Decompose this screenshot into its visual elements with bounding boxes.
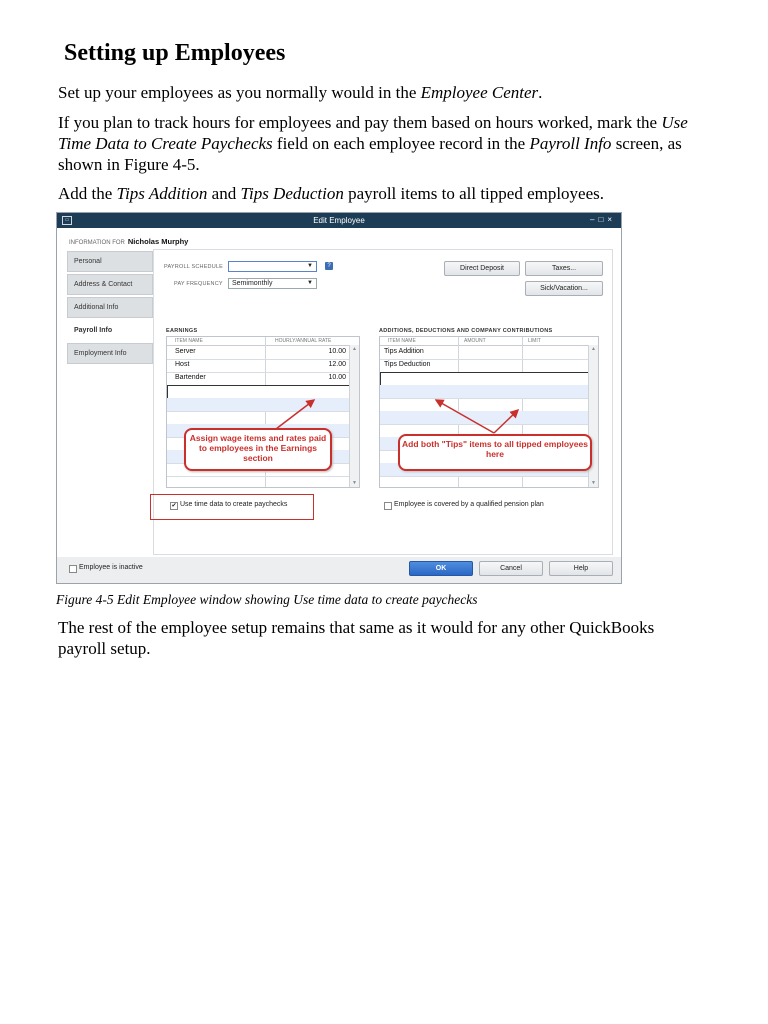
- taxes-button[interactable]: Taxes...: [525, 261, 603, 276]
- tab-employment-info[interactable]: Employment Info: [67, 343, 153, 364]
- scroll-down-icon[interactable]: ▼: [591, 480, 596, 486]
- pay-frequency-value: Semimonthly: [232, 280, 273, 287]
- text: Set up your employees as you normally would in the: [58, 83, 421, 102]
- tips-arrow-2: [494, 410, 518, 433]
- column-header: ITEM NAME: [388, 338, 416, 344]
- tips-arrow-1: [436, 400, 494, 433]
- earnings-rate: 10.00: [328, 374, 346, 381]
- text: If you plan to track hours for employees and pay them based on hours worked, mark the: [58, 113, 662, 132]
- scroll-up-icon[interactable]: ▲: [591, 346, 596, 352]
- column-header: AMOUNT: [464, 338, 486, 344]
- earnings-item-name: Bartender: [175, 374, 206, 381]
- tab-personal[interactable]: Personal: [67, 251, 153, 272]
- side-tabs: [67, 251, 153, 366]
- close-icon[interactable]: ×: [607, 215, 616, 224]
- earnings-rate: 10.00: [328, 348, 346, 355]
- direct-deposit-button[interactable]: Direct Deposit: [444, 261, 520, 276]
- edit-employee-window: [56, 212, 622, 584]
- earnings-rate: 12.00: [328, 361, 346, 368]
- text: field on each employee record in the: [272, 134, 530, 153]
- paragraph-tips: [58, 183, 698, 204]
- tips-callout: Add both "Tips" items to all tipped employees here: [398, 434, 592, 471]
- earnings-item-name: Host: [175, 361, 190, 368]
- pension-checkbox[interactable]: [384, 502, 392, 510]
- chevron-down-icon: ▼: [307, 280, 313, 286]
- sick-vacation-button[interactable]: Sick/Vacation...: [525, 281, 603, 296]
- ok-button[interactable]: OK: [409, 561, 473, 576]
- emphasis-text: Tips Deduction: [240, 184, 344, 203]
- payroll-schedule-label: PAYROLL SCHEDULE: [164, 264, 224, 270]
- text: payroll items to all tipped employees.: [343, 184, 605, 203]
- emphasis-text: Payroll Info: [529, 134, 612, 153]
- text: .: [538, 83, 543, 102]
- paragraph-closing: The rest of the employee setup remains that same as it would for any other QuickBooks payroll setup.: [58, 618, 655, 658]
- help-icon[interactable]: ?: [325, 262, 333, 270]
- inactive-checkbox[interactable]: [69, 565, 77, 573]
- column-header: ITEM NAME: [175, 338, 203, 344]
- minimize-icon[interactable]: –: [590, 215, 599, 224]
- pay-frequency-label: PAY FREQUENCY: [174, 281, 223, 287]
- employee-name: Nicholas Murphy: [127, 237, 189, 246]
- scroll-down-icon[interactable]: ▼: [352, 480, 357, 486]
- help-button[interactable]: Help: [549, 561, 613, 576]
- additions-section-title: ADDITIONS, DEDUCTIONS AND COMPANY CONTRIBUTIONS: [379, 328, 553, 334]
- window-controls: [590, 215, 616, 224]
- use-time-data-label: Use time data to create paychecks: [180, 501, 288, 508]
- page-title: Setting up Employees: [64, 40, 286, 66]
- text: screen, as shown in Figure 4-5.: [58, 134, 682, 174]
- info-for-label: INFORMATION FOR: [69, 240, 125, 246]
- paragraph-time-data: [58, 112, 698, 175]
- earnings-callout: Assign wage items and rates paid to employees in the Earnings section: [184, 428, 332, 471]
- payroll-info-panel: [153, 249, 613, 555]
- inactive-label: Employee is inactive: [79, 564, 143, 571]
- figure-caption: Figure 4-5 Edit Employee window showing Use time data to create paychecks: [56, 592, 478, 607]
- addition-item-name: Tips Deduction: [384, 361, 431, 368]
- text: Add the: [58, 184, 117, 203]
- tab-payroll-info[interactable]: Payroll Info: [67, 320, 153, 341]
- addition-item-name: Tips Addition: [384, 348, 424, 355]
- emphasis-text: Employee Center: [420, 83, 539, 102]
- emphasis-text: Tips Addition: [116, 184, 208, 203]
- maximize-icon[interactable]: □: [598, 215, 608, 224]
- emphasis-text: Use Time Data to Create Paychecks: [58, 113, 688, 153]
- pension-label: Employee is covered by a qualified pension plan: [394, 501, 544, 508]
- column-header: LIMIT: [528, 338, 541, 344]
- cancel-button[interactable]: Cancel: [479, 561, 543, 576]
- scroll-up-icon[interactable]: ▲: [352, 346, 357, 352]
- paragraph-intro: [58, 82, 698, 103]
- column-header: HOURLY/ANNUAL RATE: [275, 338, 332, 344]
- information-for: [69, 237, 188, 246]
- chevron-down-icon: ▼: [307, 263, 313, 269]
- use-time-data-checkbox[interactable]: ✔: [171, 503, 177, 509]
- earnings-section-title: EARNINGS: [166, 328, 198, 334]
- window-menu-icon[interactable]: ▭: [62, 216, 72, 225]
- text: and: [207, 184, 241, 203]
- tab-additional-info[interactable]: Additional Info: [67, 297, 153, 318]
- earnings-item-name: Server: [175, 348, 196, 355]
- tab-address-contact[interactable]: Address & Contact: [67, 274, 153, 295]
- window-title: Edit Employee: [313, 216, 365, 225]
- window-titlebar: [57, 213, 621, 228]
